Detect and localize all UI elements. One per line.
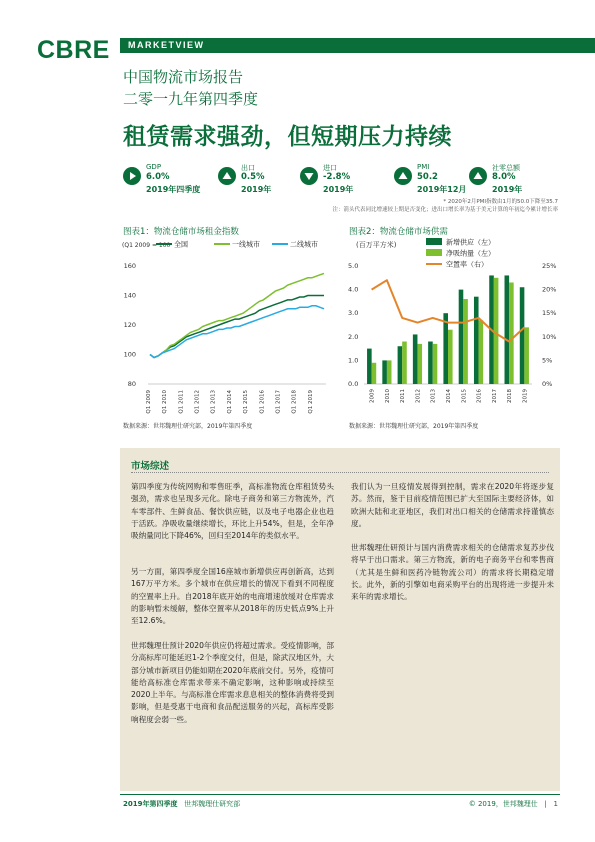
- x-tick-label: Q1 2011: [178, 390, 185, 414]
- x-tick-label: 2018: [507, 389, 514, 403]
- bar-new-supply: [459, 290, 464, 384]
- y-tick-label: 4.0: [348, 285, 359, 294]
- kpi-period: 2019年: [492, 185, 523, 194]
- summary-paragraph: 世邦魏理仕预计2020年供应仍将超过需求。受疫情影响，部分高标库可能延迟1-2个季度交付，但是，除武汉地区外，大部分城市新项目仍能如期在2020年底前交付。另外，疫情可能给高标准仓库需求带来不确定影响，这种影响或持续至2020上半年。与高标准仓库需求息息相关的整体消费将受到影响，但是受惠于电商和食品配送服务的兴起，高标库受影响程度会弱一些。: [131, 641, 334, 724]
- legend-label: 全国: [174, 240, 188, 249]
- y-axis-label: (Q1 2009 = 100: [122, 242, 171, 249]
- x-tick-label: Q1 2015: [243, 390, 250, 414]
- x-tick-label: 2013: [430, 389, 437, 403]
- bar-net-absorption: [387, 360, 392, 384]
- y-tick-label: 1.0: [348, 356, 359, 365]
- summary-paragraph: 我们认为一旦疫情发展得到控制，需求在2020年将逐步复苏。然而，鉴于目前疫情范围已扩大至国际主要经济体，如欧洲大陆和北亚地区，我们对出口相关的仓储需求持谨慎态度。: [351, 482, 554, 528]
- y-tick-label: 80: [127, 380, 136, 388]
- x-tick-label: 2011: [400, 389, 407, 403]
- bar-new-supply: [413, 334, 418, 384]
- footer-copyright: © 2019，世邦魏理仕: [468, 800, 538, 808]
- x-tick-label: Q1 2019: [307, 390, 314, 414]
- kpi-period: 2019年四季度: [146, 185, 201, 194]
- x-tick-label: Q1 2010: [162, 390, 169, 414]
- legend-label: 一线城市: [232, 240, 260, 249]
- bar-new-supply: [367, 349, 372, 384]
- x-tick-label: 2015: [461, 389, 468, 403]
- y2-tick-label: 0%: [542, 380, 553, 388]
- x-tick-label: Q1 2018: [291, 390, 298, 414]
- y-axis-label: (百万平方米): [356, 241, 397, 249]
- kpi-period: 2019年: [323, 185, 354, 194]
- kpi-value: 8.0%: [492, 172, 516, 182]
- rent-index-chart: [120, 236, 335, 416]
- kpi-label: 社零总额: [492, 164, 520, 172]
- y-tick-label: 100: [123, 350, 136, 359]
- play-right-icon: [123, 167, 141, 185]
- y2-tick-label: 15%: [542, 309, 557, 318]
- bar-net-absorption: [448, 330, 453, 384]
- x-tick-label: Q1 2014: [226, 390, 233, 414]
- summary-paragraph: 另一方面，第四季度全国16座城市新增供应再创新高，达到167万平方米。多个城市在供应增长的情况下看到不同程度的空置率上升。自2018年底开始的电商增速放缓对仓库需求的影响暂未缓解，整体空置率从2018年的历史低点9%上升至12.6%。: [131, 567, 334, 626]
- summary-paragraph: 第四季度为传统网购和零售旺季，高标准物流仓库租赁势头强劲，需求也呈现多元化。除电子商务和第三方物流外，汽车零部件、生鲜食品、餐饮供应链，以及电子电器企业也趋于活跃。净吸收量继续增长，环比上升54%，但是，全年净吸纳量同比下降46%，回归至2014年的类似水平。: [131, 482, 334, 541]
- bar-net-absorption: [417, 344, 422, 384]
- x-tick-label: 2009: [369, 389, 376, 403]
- x-tick-label: Q1 2013: [210, 390, 217, 414]
- kpi-value: 0.5%: [241, 172, 265, 182]
- bar-new-supply: [520, 287, 525, 384]
- page-number: 1: [553, 800, 558, 808]
- y-tick-label: 120: [123, 321, 136, 329]
- legend-label: 二线城市: [290, 240, 318, 249]
- x-tick-label: 2019: [522, 389, 529, 403]
- bar-net-absorption: [372, 363, 377, 384]
- legend-swatch: [426, 249, 442, 256]
- kpi-label: 出口: [241, 164, 255, 172]
- legend-label: 净吸纳量（左）: [446, 249, 495, 258]
- y2-tick-label: 10%: [542, 332, 557, 341]
- y-tick-label: 3.0: [348, 309, 359, 318]
- kpi-value: -2.8%: [323, 172, 351, 182]
- legend-label: 空置率（右）: [446, 260, 488, 269]
- summary-paragraph: 世邦魏理仕研预计与国内消费需求相关的仓储需求复苏步伐将早于出口需求。第三方物流，新的电子商务平台和零售商（尤其是生鲜和医药冷链物流公司）的需求将长期稳定增长。此外，新的引擎如电商采购平台的出现将进一步提升未来年的需求增长。: [351, 543, 554, 602]
- headline: 租赁需求强劲，但短期压力持续: [123, 124, 452, 150]
- kpi-value: 50.2: [417, 172, 438, 182]
- kpi-label: GDP: [146, 163, 162, 171]
- triangle-up-icon: [394, 167, 412, 185]
- y-tick-label: 2.0: [348, 332, 359, 341]
- report-title: 中国物流市场报告: [123, 68, 244, 86]
- x-tick-label: 2017: [491, 389, 498, 403]
- marketview-label: MARKETVIEW: [128, 40, 205, 50]
- report-period: 二零一九年第四季度: [123, 90, 259, 108]
- market-summary-title: 市场综述: [131, 461, 170, 472]
- footnote-arrows: 注：箭头代表同比增速较上期是否变化；进出口增长率为基于美元计算的年初迄今累计增长率: [332, 207, 558, 213]
- panel-divider: [131, 472, 549, 473]
- legend-swatch: [426, 238, 442, 245]
- bar-net-absorption: [479, 320, 484, 384]
- x-tick-label: 2010: [384, 389, 391, 403]
- bar-net-absorption: [509, 283, 514, 384]
- bar-net-absorption: [433, 344, 438, 384]
- x-tick-label: Q1 2017: [275, 390, 282, 414]
- bar-new-supply: [443, 313, 448, 384]
- y2-tick-label: 20%: [542, 285, 557, 294]
- chart1-source: 数据来源：世邦魏理仕研究部，2019年第四季度: [123, 423, 253, 430]
- y-tick-label: 0.0: [348, 380, 359, 388]
- supply-demand-chart: [346, 236, 560, 416]
- y-tick-label: 160: [123, 262, 136, 270]
- chart2-title: 图表2：物流仓储市场供需: [349, 227, 448, 237]
- footer-left: [123, 799, 240, 809]
- kpi-period: 2019年12月: [417, 185, 467, 194]
- bar-net-absorption: [494, 278, 499, 384]
- x-tick-label: 2016: [476, 389, 483, 403]
- chart2-source: 数据来源：世邦魏理仕研究部，2019年第四季度: [349, 423, 479, 430]
- bar-new-supply: [382, 360, 387, 384]
- cbre-logo: CBRE: [37, 36, 110, 64]
- y2-tick-label: 5%: [542, 356, 553, 365]
- x-tick-label: 2012: [415, 389, 422, 403]
- bar-new-supply: [474, 297, 479, 384]
- footer-right: [469, 799, 558, 809]
- bar-net-absorption: [463, 299, 468, 384]
- y-tick-label: 5.0: [348, 262, 359, 270]
- footer-org: 世邦魏理仕研究部: [184, 800, 241, 808]
- x-tick-label: Q1 2016: [259, 390, 266, 414]
- triangle-up-icon: [218, 167, 236, 185]
- y-tick-label: 140: [123, 291, 136, 300]
- kpi-label: 进口: [323, 164, 337, 172]
- bar-net-absorption: [524, 327, 529, 384]
- triangle-down-icon: [300, 167, 318, 185]
- x-tick-label: Q1 2012: [194, 390, 201, 414]
- kpi-label: PMI: [417, 163, 430, 171]
- series-line-3: [150, 306, 324, 358]
- legend-label: 新增供应（左）: [446, 238, 495, 247]
- chart1-title: 图表1：物流仓储市场租金指数: [123, 227, 239, 237]
- bar-new-supply: [505, 275, 510, 384]
- kpi-period: 2019年: [241, 185, 272, 194]
- footer-rule: [120, 794, 560, 795]
- kpi-value: 6.0%: [146, 172, 170, 182]
- triangle-up-icon: [469, 167, 487, 185]
- footnote-pmi: * 2020年2月PMI指数由1月的50.0下降至35.7: [443, 199, 558, 205]
- y2-tick-label: 25%: [542, 262, 557, 270]
- bar-new-supply: [398, 346, 403, 384]
- footer-separator: |: [544, 800, 547, 808]
- footer-quarter: 2019年第四季度: [123, 800, 178, 808]
- bar-new-supply: [428, 342, 433, 384]
- bar-net-absorption: [402, 342, 407, 384]
- x-tick-label: Q1 2009: [146, 390, 152, 414]
- x-tick-label: 2014: [446, 389, 452, 403]
